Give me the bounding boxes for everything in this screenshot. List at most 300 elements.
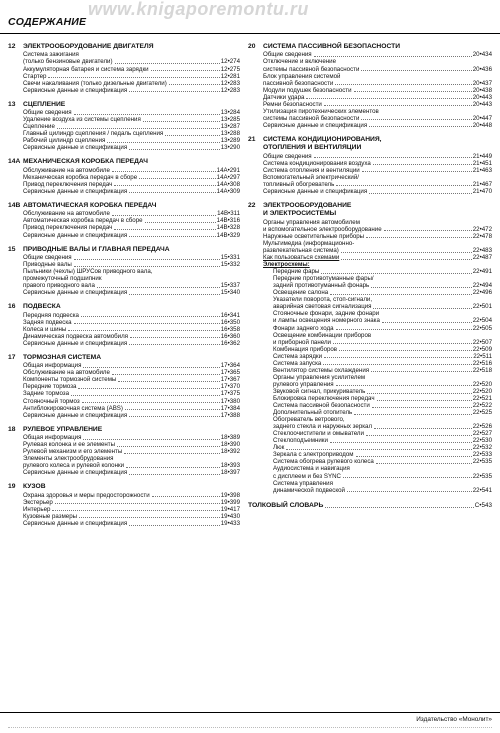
toc-entry[interactable]: [273, 332, 492, 346]
toc-entry[interactable]: [273, 289, 492, 296]
entry-row: [263, 226, 492, 233]
toc-entry[interactable]: [23, 520, 240, 527]
entry-row: [23, 210, 240, 217]
page-number: 14A•308: [216, 180, 240, 188]
section-number: 19: [8, 483, 16, 491]
page-number: 22•518: [472, 366, 492, 374]
page-number: 22•525: [472, 409, 492, 417]
header-divider: [0, 33, 500, 34]
entry-title: Обслуживание на автомобиле: [23, 166, 110, 174]
toc-entry[interactable]: [23, 469, 240, 476]
section-number: 20: [248, 43, 256, 50]
toc-entry[interactable]: [263, 73, 492, 87]
entry-row: [23, 390, 240, 397]
toc-entry[interactable]: [263, 87, 492, 94]
entry-row: [23, 181, 240, 188]
entry-row: [23, 289, 240, 296]
entry-title: Сервисные данные и спецификация: [23, 187, 128, 195]
entry-row: [273, 317, 492, 324]
toc-entry[interactable]: [273, 346, 492, 353]
toc-section: [8, 246, 240, 297]
entry-title: развлекательная система): [263, 247, 339, 255]
toc-entry[interactable]: [263, 153, 492, 160]
toc-section: [8, 354, 240, 419]
toc-entry[interactable]: [23, 513, 240, 520]
section-title-line: СИСТЕМА КОНДИЦИОНИРОВАНИЯ,: [263, 135, 382, 143]
toc-entry[interactable]: [263, 122, 492, 129]
dot-leader: [314, 56, 472, 57]
toc-entry[interactable]: [263, 188, 492, 195]
glossary-title: ТОЛКОВЫЙ СЛОВАРЬ: [248, 501, 324, 509]
entry-title: Колеса и шины: [23, 325, 67, 333]
page-number: 16•350: [220, 318, 240, 326]
footer-line: [8, 727, 492, 733]
dot-leader: [336, 185, 471, 186]
page-number: 22•505: [472, 324, 492, 332]
entry-title: Сервисные данные и спецификация: [23, 289, 128, 297]
entry-row: [23, 492, 240, 499]
page-number: 13•284: [220, 109, 240, 117]
section-heading[interactable]: [8, 246, 240, 254]
section-title-line: КУЗОВ: [23, 483, 46, 491]
toc-entry[interactable]: [263, 254, 492, 261]
entry-row: [263, 254, 492, 261]
entry-row: [23, 312, 240, 319]
toc-entry[interactable]: [263, 94, 492, 101]
toc-entry[interactable]: [263, 233, 492, 240]
entry-line: Пыльники (чехлы) ШРУСов приводного вала,: [23, 268, 153, 276]
section-heading[interactable]: [248, 136, 492, 153]
page-number: 16•362: [220, 339, 240, 347]
section-heading[interactable]: [8, 43, 240, 51]
toc-entry[interactable]: [273, 480, 492, 494]
dot-leader: [373, 308, 471, 309]
toc-entry[interactable]: [273, 451, 492, 458]
toc-entry[interactable]: [23, 66, 240, 73]
page-number: 17•370: [220, 383, 240, 391]
toc-entry[interactable]: [23, 455, 240, 469]
entry-row: [23, 499, 240, 506]
toc-entry[interactable]: [263, 58, 492, 72]
toc-entry[interactable]: [273, 416, 492, 430]
entry-row: [273, 303, 492, 310]
dot-leader: [373, 164, 472, 165]
entry-title: пассивной безопасности: [263, 79, 334, 87]
toc-entry[interactable]: [23, 333, 240, 340]
dot-leader: [314, 157, 472, 158]
toc-entry[interactable]: [23, 232, 240, 239]
toc-entry[interactable]: [23, 405, 240, 412]
entry-title: Система пассивной безопасности: [273, 402, 370, 410]
section-entries: [8, 254, 240, 296]
dot-leader: [139, 178, 216, 179]
section-title-line: ЭЛЕКТРООБОРУДОВАНИЕ ДВИГАТЕЛЯ: [23, 43, 154, 50]
dot-leader: [129, 416, 220, 417]
entry-row: [23, 224, 240, 231]
section-heading[interactable]: [8, 426, 240, 434]
section-heading[interactable]: [248, 202, 492, 219]
dot-leader: [361, 119, 471, 120]
toc-entry[interactable]: [23, 80, 240, 87]
entry-line: Система зажигания: [23, 51, 79, 59]
entry-row: [273, 423, 492, 430]
toc-entry[interactable]: [23, 326, 240, 333]
dot-leader: [129, 149, 220, 150]
toc-entry[interactable]: [23, 362, 240, 369]
dot-leader: [125, 409, 220, 410]
toc-section: [8, 426, 240, 477]
toc-entry[interactable]: [23, 51, 240, 65]
section-heading[interactable]: [248, 43, 492, 51]
dot-leader: [382, 322, 472, 323]
entry-line: Мультимедиа (информационно-: [263, 239, 355, 247]
entry-line: Блок управления системой: [263, 72, 341, 80]
entry-row: [263, 188, 492, 195]
entry-row: [23, 398, 240, 405]
toc-entry[interactable]: [273, 296, 492, 310]
section-title: [23, 101, 240, 109]
entry-title: Модули подушек безопасности: [263, 86, 352, 94]
section-heading[interactable]: [8, 202, 240, 210]
entry-row: [273, 325, 492, 332]
section-entries: [8, 109, 240, 151]
section-title-line: ПРИВОДНЫЕ ВАЛЫ И ГЛАВНАЯ ПЕРЕДАЧА: [23, 245, 170, 253]
page-number: 22•535: [472, 458, 492, 466]
toc-entry[interactable]: [263, 51, 492, 58]
section-number: 14B: [8, 201, 21, 209]
toc-entry[interactable]: [273, 409, 492, 416]
page-number: 17•388: [220, 411, 240, 419]
dot-leader: [68, 330, 219, 331]
entry-title: правого приводного вала: [23, 282, 95, 290]
entry-row: [23, 116, 240, 123]
toc-entry[interactable]: [23, 412, 240, 419]
toc-entry[interactable]: [23, 181, 240, 188]
toc-entry[interactable]: [273, 388, 492, 395]
page-number: 13•289: [220, 137, 240, 145]
page-number: 21•467: [472, 180, 492, 188]
entry-row: [23, 362, 240, 369]
toc-entry[interactable]: [273, 458, 492, 465]
toc-entry[interactable]: [23, 312, 240, 319]
page-number: 14A•297: [216, 173, 240, 181]
dot-leader: [165, 135, 220, 136]
entry-title: Система запуска: [273, 359, 322, 367]
entry-row: [23, 376, 240, 383]
toc-entry[interactable]: [273, 268, 492, 275]
entry-row: [23, 412, 240, 419]
dot-leader: [151, 70, 220, 71]
entry-row: [273, 458, 492, 465]
toc-entry[interactable]: [23, 261, 240, 268]
subsection-entries: [263, 268, 492, 494]
toc-entry[interactable]: [23, 492, 240, 499]
toc-entry[interactable]: [23, 109, 240, 116]
section-entries: [8, 167, 240, 195]
page-number: 20•434: [472, 51, 492, 59]
toc-section: [8, 303, 240, 347]
dot-leader: [369, 126, 472, 127]
entry-title: Экстерьер: [23, 498, 53, 506]
footer-divider: [0, 712, 500, 713]
page-number: 15•337: [220, 282, 240, 290]
entry-line: Освещение комбинации приборов: [273, 331, 372, 339]
toc-entry[interactable]: [23, 254, 240, 261]
entry-row: [273, 409, 492, 416]
entry-title: Наружные осветительные приборы: [263, 232, 365, 240]
entry-title: и вспомогательное электрооборудование: [263, 225, 382, 233]
toc-entry[interactable]: [23, 87, 240, 94]
toc-entry[interactable]: [23, 130, 240, 137]
toc-entry[interactable]: [273, 367, 492, 374]
toc-entry[interactable]: [23, 217, 240, 224]
dot-leader: [347, 491, 472, 492]
dot-leader: [129, 294, 220, 295]
page-number: 19•430: [220, 512, 240, 520]
publisher-credit: Издательство «Монолит»: [416, 716, 492, 723]
toc-entry[interactable]: [263, 108, 492, 122]
dot-leader: [369, 193, 472, 194]
toc-entry[interactable]: [263, 101, 492, 108]
entry-title: Общие сведения: [23, 253, 72, 261]
section-title: [23, 43, 240, 51]
toc-entry[interactable]: [23, 224, 240, 231]
toc-entry[interactable]: [23, 390, 240, 397]
entry-title: Задняя подвеска: [23, 318, 72, 326]
page-number: 22•504: [472, 317, 492, 325]
toc-entry[interactable]: [263, 160, 492, 167]
section-title: [263, 43, 492, 51]
toc-entry[interactable]: [273, 402, 492, 409]
toc-entry[interactable]: [23, 340, 240, 347]
entry-title: с дисплеем и без SYNC: [273, 472, 341, 480]
section-title-line: АВТОМАТИЧЕСКАЯ КОРОБКА ПЕРЕДАЧ: [23, 201, 157, 209]
toc-entry[interactable]: [263, 174, 492, 188]
toc-entry[interactable]: [23, 506, 240, 513]
dot-leader: [74, 266, 220, 267]
toc-entry[interactable]: [273, 430, 492, 437]
entry-row: [23, 167, 240, 174]
page-number: 20•448: [472, 121, 492, 129]
entry-row: [273, 451, 492, 458]
section-heading[interactable]: [8, 354, 240, 362]
page-number: 17•375: [220, 390, 240, 398]
section-title: [23, 303, 240, 311]
dot-leader: [126, 467, 220, 468]
entry-row: [273, 282, 492, 289]
dot-leader: [376, 463, 472, 464]
toc-entry[interactable]: [23, 289, 240, 296]
toc-entry[interactable]: [23, 434, 240, 441]
section-number: 14A: [8, 158, 21, 166]
toc-entry[interactable]: [23, 116, 240, 123]
entry-title: Антиблокировочная система (ABS): [23, 404, 123, 412]
section-heading[interactable]: [8, 303, 240, 311]
toc-entry[interactable]: [273, 360, 492, 367]
page-number: 16•358: [220, 325, 240, 333]
page-number: 14B•328: [216, 224, 240, 232]
entry-title: Сервисные данные и спецификация: [23, 144, 128, 152]
entry-row: [263, 101, 492, 108]
dot-leader: [71, 395, 220, 396]
page-number: 15•340: [220, 289, 240, 297]
dot-leader: [129, 91, 220, 92]
entry-row: [23, 188, 240, 195]
entry-title: Свечи накаливания (только дизельные двигатели): [23, 79, 167, 87]
entry-title: Приводные валы: [23, 261, 72, 269]
toc-entry[interactable]: [23, 188, 240, 195]
entry-title: Рулевой механизм и его элементы: [23, 448, 123, 456]
entry-row: [23, 434, 240, 441]
toc-entry[interactable]: [273, 465, 492, 479]
entry-row: [273, 367, 492, 374]
dot-leader: [130, 337, 220, 338]
toc-entry[interactable]: [23, 499, 240, 506]
dot-leader: [384, 230, 472, 231]
toc-entry[interactable]: [273, 437, 492, 444]
entry-row: [263, 94, 492, 101]
toc-entry[interactable]: [263, 167, 492, 174]
entry-title: заднего стекла и наружных зеркал: [273, 423, 373, 431]
toc-entry[interactable]: [23, 448, 240, 455]
page-title: СОДЕРЖАНИЕ: [8, 16, 87, 28]
toc-entry[interactable]: [23, 376, 240, 383]
entry-line: Элементы электрообрудования: [23, 455, 114, 463]
toc-entry[interactable]: [23, 268, 240, 289]
toc-section: [8, 101, 240, 152]
entry-row: [273, 360, 492, 367]
toc-entry[interactable]: [23, 369, 240, 376]
dot-leader: [129, 236, 216, 237]
toc-section: [8, 43, 240, 94]
toc-entry[interactable]: [23, 398, 240, 405]
toc-entry[interactable]: [273, 444, 492, 451]
page-number: 18•392: [220, 448, 240, 456]
toc-entry[interactable]: [273, 325, 492, 332]
page-number: 22•491: [472, 268, 492, 276]
entry-title: Компоненты тормозной системы: [23, 376, 117, 384]
section-title-line: РУЛЕВОЕ УПРАВЛЕНИЕ: [23, 425, 103, 433]
section-heading[interactable]: [8, 158, 240, 166]
section-heading[interactable]: [8, 101, 240, 109]
entry-title: Главный цилиндр сцепления / педаль сцепления: [23, 130, 164, 138]
dot-leader: [55, 503, 220, 504]
toc-entry[interactable]: [23, 441, 240, 448]
entry-title: Освещение салона: [273, 289, 329, 297]
entry-line: Органы управления усилителем: [273, 373, 366, 381]
glossary-entry[interactable]: [248, 501, 492, 510]
page-number: 22•507: [472, 338, 492, 346]
entry-title: системы пассивной безопасности: [263, 114, 360, 122]
page-number: 13•285: [220, 116, 240, 124]
toc-left-column: [8, 43, 240, 534]
section-title: [23, 158, 240, 166]
entry-title: Сервисные данные и спецификация: [23, 231, 128, 239]
dot-leader: [112, 374, 220, 375]
toc-entry[interactable]: [263, 219, 492, 233]
entry-title: Стартер: [23, 72, 47, 80]
page-number: 22•516: [472, 359, 492, 367]
entry-title: Сервисные данные и спецификация: [263, 187, 368, 195]
dot-leader: [74, 323, 220, 324]
dot-leader: [336, 385, 472, 386]
entry-title: Общие сведения: [263, 51, 312, 59]
entry-title: Сцепление: [23, 123, 55, 131]
page-number: 17•380: [220, 397, 240, 405]
entry-title: Сервисные данные и спецификация: [23, 469, 128, 477]
page-number: 15•331: [220, 253, 240, 261]
dot-leader: [143, 121, 220, 122]
entry-row: [273, 388, 492, 395]
dot-leader: [366, 435, 472, 436]
entry-title: Задние тормоза: [23, 390, 70, 398]
toc-entry[interactable]: [23, 319, 240, 326]
section-heading[interactable]: [8, 483, 240, 491]
toc-entry[interactable]: [273, 374, 492, 388]
page-number: 17•384: [220, 404, 240, 412]
toc-entry[interactable]: [23, 73, 240, 80]
page-number: 20•438: [472, 86, 492, 94]
toc-section: [248, 43, 492, 129]
toc-entry[interactable]: [273, 275, 492, 289]
page-header: [0, 0, 500, 30]
dot-leader: [286, 449, 471, 450]
toc-entry[interactable]: [23, 137, 240, 144]
toc-entry[interactable]: [23, 383, 240, 390]
toc-entry[interactable]: [23, 167, 240, 174]
entry-row: [23, 469, 240, 476]
entry-line: Стояночные фонари, задние фонари: [273, 310, 380, 318]
toc-entry[interactable]: [23, 174, 240, 181]
page-number: 13•287: [220, 123, 240, 131]
entry-row: [263, 153, 492, 160]
page-number: 22•530: [472, 437, 492, 445]
page-number: 17•365: [220, 369, 240, 377]
dot-leader: [112, 171, 216, 172]
toc-entry[interactable]: [263, 240, 492, 254]
section-number: 17: [8, 353, 16, 361]
dot-leader: [324, 357, 472, 358]
toc-entry[interactable]: [273, 395, 492, 402]
page-number: 17•367: [220, 376, 240, 384]
dot-leader: [152, 496, 220, 497]
toc-entry[interactable]: [273, 310, 492, 324]
section-title: [23, 246, 240, 254]
entry-title: Как пользоваться схемами: [263, 254, 340, 262]
toc-entry[interactable]: [23, 144, 240, 151]
section-number: 18: [8, 425, 16, 433]
page-number: 12•283: [220, 79, 240, 87]
toc-entry[interactable]: [273, 353, 492, 360]
section-title: [263, 136, 492, 153]
dot-leader: [114, 185, 215, 186]
toc-entry[interactable]: [23, 210, 240, 217]
entry-title: Общая информация: [23, 362, 82, 370]
section-title-line: ПОДВЕСКА: [23, 303, 61, 311]
dot-leader: [114, 229, 215, 230]
page-number: 22•487: [472, 254, 492, 262]
page-number: 20•436: [472, 65, 492, 73]
entry-row: [263, 160, 492, 167]
entry-row: [23, 130, 240, 137]
entry-row: [23, 123, 240, 130]
entry-row: [23, 462, 240, 469]
page-number: 22•527: [472, 430, 492, 438]
entry-row: [23, 333, 240, 340]
section-entries: [8, 434, 240, 476]
toc-entry[interactable]: [23, 123, 240, 130]
dot-leader: [356, 456, 472, 457]
